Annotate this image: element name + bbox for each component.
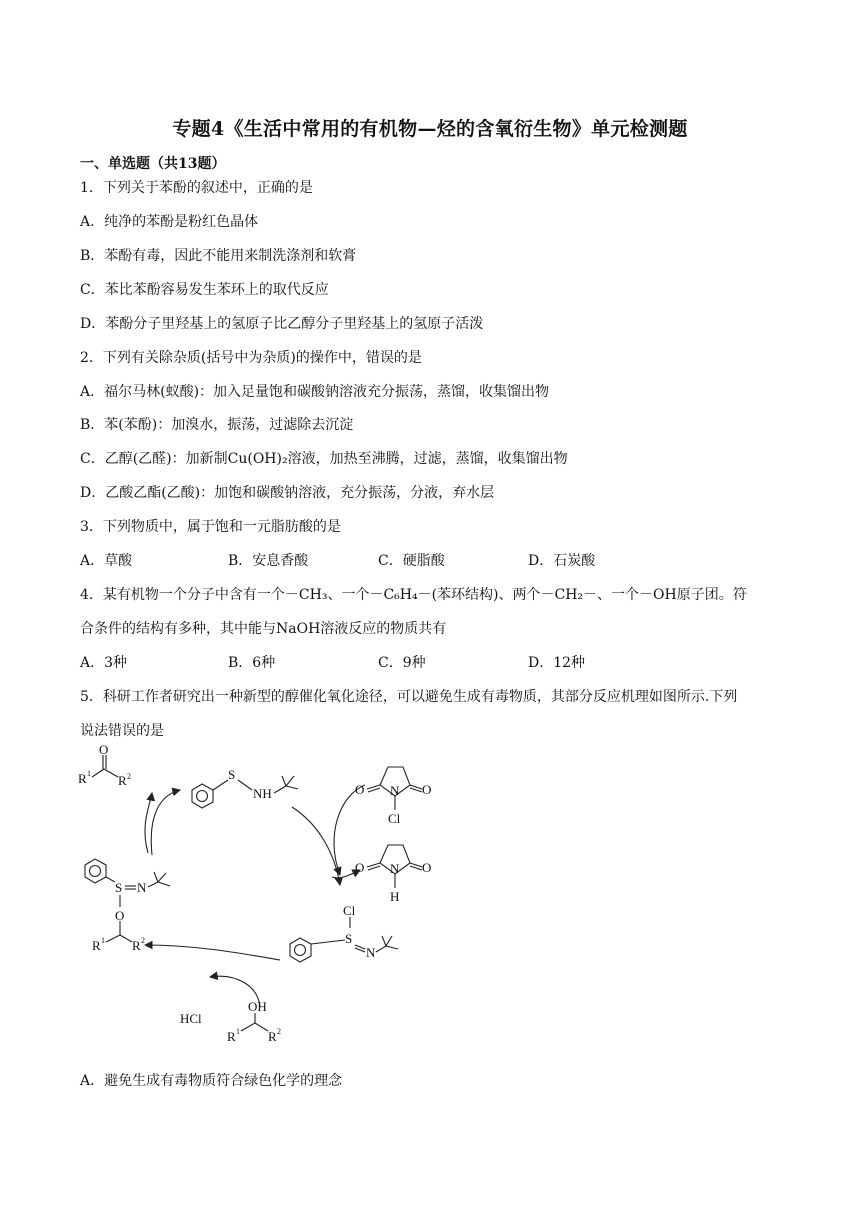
- top-r2-label: R: [118, 773, 127, 788]
- svg-text:S: [115, 880, 122, 895]
- svg-text:R: [78, 771, 87, 786]
- svg-text:R: [227, 1029, 236, 1044]
- question-5-option-a: A．避免生成有毒物质符合绿色化学的理念: [80, 1073, 343, 1089]
- svg-text:R: [132, 938, 141, 953]
- ncs-chlorine-label: Cl: [388, 811, 401, 826]
- question-1-option-d: D．苯酚分子里羟基上的氢原子比乙醇分子里羟基上的氢原子活泼: [80, 316, 484, 332]
- svg-text:O: [355, 782, 364, 797]
- top-r1-superscript: 1: [87, 769, 91, 778]
- top-oxygen-label: O: [99, 745, 109, 757]
- section-heading: 一、单选题（共13题）: [80, 156, 226, 172]
- question-4-option-a: A．3种: [80, 655, 128, 671]
- hcl-label: HCl: [180, 1011, 202, 1026]
- svg-text:S: [345, 931, 352, 946]
- question-1-option-c: C．苯比苯酚容易发生苯环上的取代反应: [80, 282, 329, 298]
- left-oxygen-label: O: [115, 908, 125, 923]
- svg-text:Cl: [388, 811, 401, 826]
- left-r2-superscript: 2: [141, 936, 145, 945]
- svg-text:HCl: [180, 1011, 202, 1026]
- question-2-stem: 2．下列有关除杂质(括号中为杂质)的操作中，错误的是: [80, 350, 422, 366]
- svg-text:R: [268, 1029, 277, 1044]
- svg-text:S: [228, 767, 235, 782]
- svg-text:OH: [248, 999, 267, 1014]
- question-1-option-a: A．纯净的苯酚是粉红色晶体: [80, 214, 259, 230]
- svg-text:R: [92, 938, 101, 953]
- bottom-r2-superscript: 2: [277, 1027, 281, 1036]
- left-r2-label: R: [132, 938, 141, 953]
- ns-oxygen-1-label: O: [355, 860, 365, 875]
- question-3-option-a: A．草酸: [80, 553, 133, 569]
- question-2-option-a: A．福尔马林(蚁酸)：加入足量饱和碳酸钠溶液充分振荡，蒸馏，收集馏出物: [80, 384, 550, 400]
- ns-oxygen-2-label: O: [422, 860, 432, 875]
- top-r2-superscript: 2: [127, 772, 131, 781]
- question-4-stem-line-2: 合条件的结构有多种，其中能与NaOH溶液反应的物质共有: [80, 621, 447, 637]
- svg-text:2: [141, 936, 145, 945]
- bottom-r2-label: R: [268, 1029, 277, 1044]
- left-r1-label: R: [92, 938, 101, 953]
- svg-text:O: [422, 860, 431, 875]
- question-2-option-b: B．苯(苯酚)：加溴水，振荡，过滤除去沉淀: [80, 417, 354, 433]
- ncs-oxygen-1-label: O: [355, 782, 365, 797]
- svg-text:N: [137, 880, 147, 895]
- question-4-option-b: B．6种: [228, 655, 276, 671]
- top-nh-label: NH: [253, 786, 272, 801]
- question-4-stem-line-1: 4．某有机物一个分子中含有一个－CH₃、一个－C₆H₄－(苯环结构)、两个－CH₂－、一个－OH原子团。符: [80, 587, 747, 603]
- page-title: 专题4《生活中常用的有机物—烃的含氧衍生物》单元检测题: [172, 118, 688, 140]
- question-3-option-b: B．安息香酸: [228, 553, 309, 569]
- mid-chlorine-label: Cl: [343, 903, 356, 918]
- svg-text:2: [277, 1027, 281, 1036]
- ns-hydrogen-label: H: [390, 889, 400, 904]
- top-r1-label: R: [78, 771, 87, 786]
- question-2-option-c: C．乙醇(乙醛)：加新制Cu(OH)₂溶液，加热至沸腾，过滤，蒸馏，收集馏出物: [80, 451, 568, 467]
- question-3-option-c: C．硬脂酸: [378, 553, 445, 569]
- left-sulfur-label: S: [115, 880, 123, 895]
- question-3-stem: 3．下列物质中，属于饱和一元脂肪酸的是: [80, 519, 341, 535]
- svg-text:R: [118, 773, 127, 788]
- reaction-mechanism-diagram: [70, 745, 450, 1065]
- bottom-r1-superscript: 1: [236, 1027, 240, 1036]
- svg-text:H: [390, 889, 399, 904]
- svg-text:N: [390, 861, 400, 876]
- svg-text:1: [101, 936, 105, 945]
- question-5-stem-line-1: 5．科研工作者研究出一种新型的醇催化氧化途径，可以避免生成有毒物质，其部分反应机理如图所示.下列: [80, 689, 738, 705]
- ncs-oxygen-2-label: O: [422, 782, 432, 797]
- question-2-option-d: D．乙酸乙酯(乙酸)：加饱和碳酸钠溶液，充分振荡，分液，弃水层: [80, 485, 495, 501]
- svg-text:NH: [253, 786, 272, 801]
- ncs-nitrogen-label: N: [390, 783, 400, 798]
- svg-text:N: [366, 945, 376, 960]
- svg-text:O: [99, 745, 108, 757]
- question-5-stem-line-2: 说法错误的是: [80, 723, 164, 739]
- ns-nitrogen-label: N: [390, 861, 400, 876]
- mid-nitrogen-label: N: [366, 945, 376, 960]
- svg-text:2: [127, 772, 131, 781]
- question-4-option-c: C．9种: [378, 655, 426, 671]
- svg-text:Cl: [343, 903, 356, 918]
- bottom-r1-label: R: [227, 1029, 236, 1044]
- bottom-oh-label: OH: [248, 999, 267, 1014]
- svg-text:1: [87, 769, 91, 778]
- question-1-stem: 1．下列关于苯酚的叙述中，正确的是: [80, 180, 313, 196]
- svg-text:O: [422, 782, 431, 797]
- question-4-option-d: D．12种: [528, 655, 586, 671]
- mid-sulfur-label: S: [345, 931, 353, 946]
- question-1-option-b: B．苯酚有毒，因此不能用来制洗涤剂和软膏: [80, 248, 357, 264]
- question-3-option-d: D．石炭酸: [528, 553, 596, 569]
- svg-text:O: [355, 860, 364, 875]
- left-r1-superscript: 1: [101, 936, 105, 945]
- left-nitrogen-label: N: [137, 880, 147, 895]
- svg-text:N: [390, 783, 400, 798]
- top-sulfur-label: S: [228, 767, 236, 782]
- svg-text:O: [115, 908, 124, 923]
- svg-text:1: [236, 1027, 240, 1036]
